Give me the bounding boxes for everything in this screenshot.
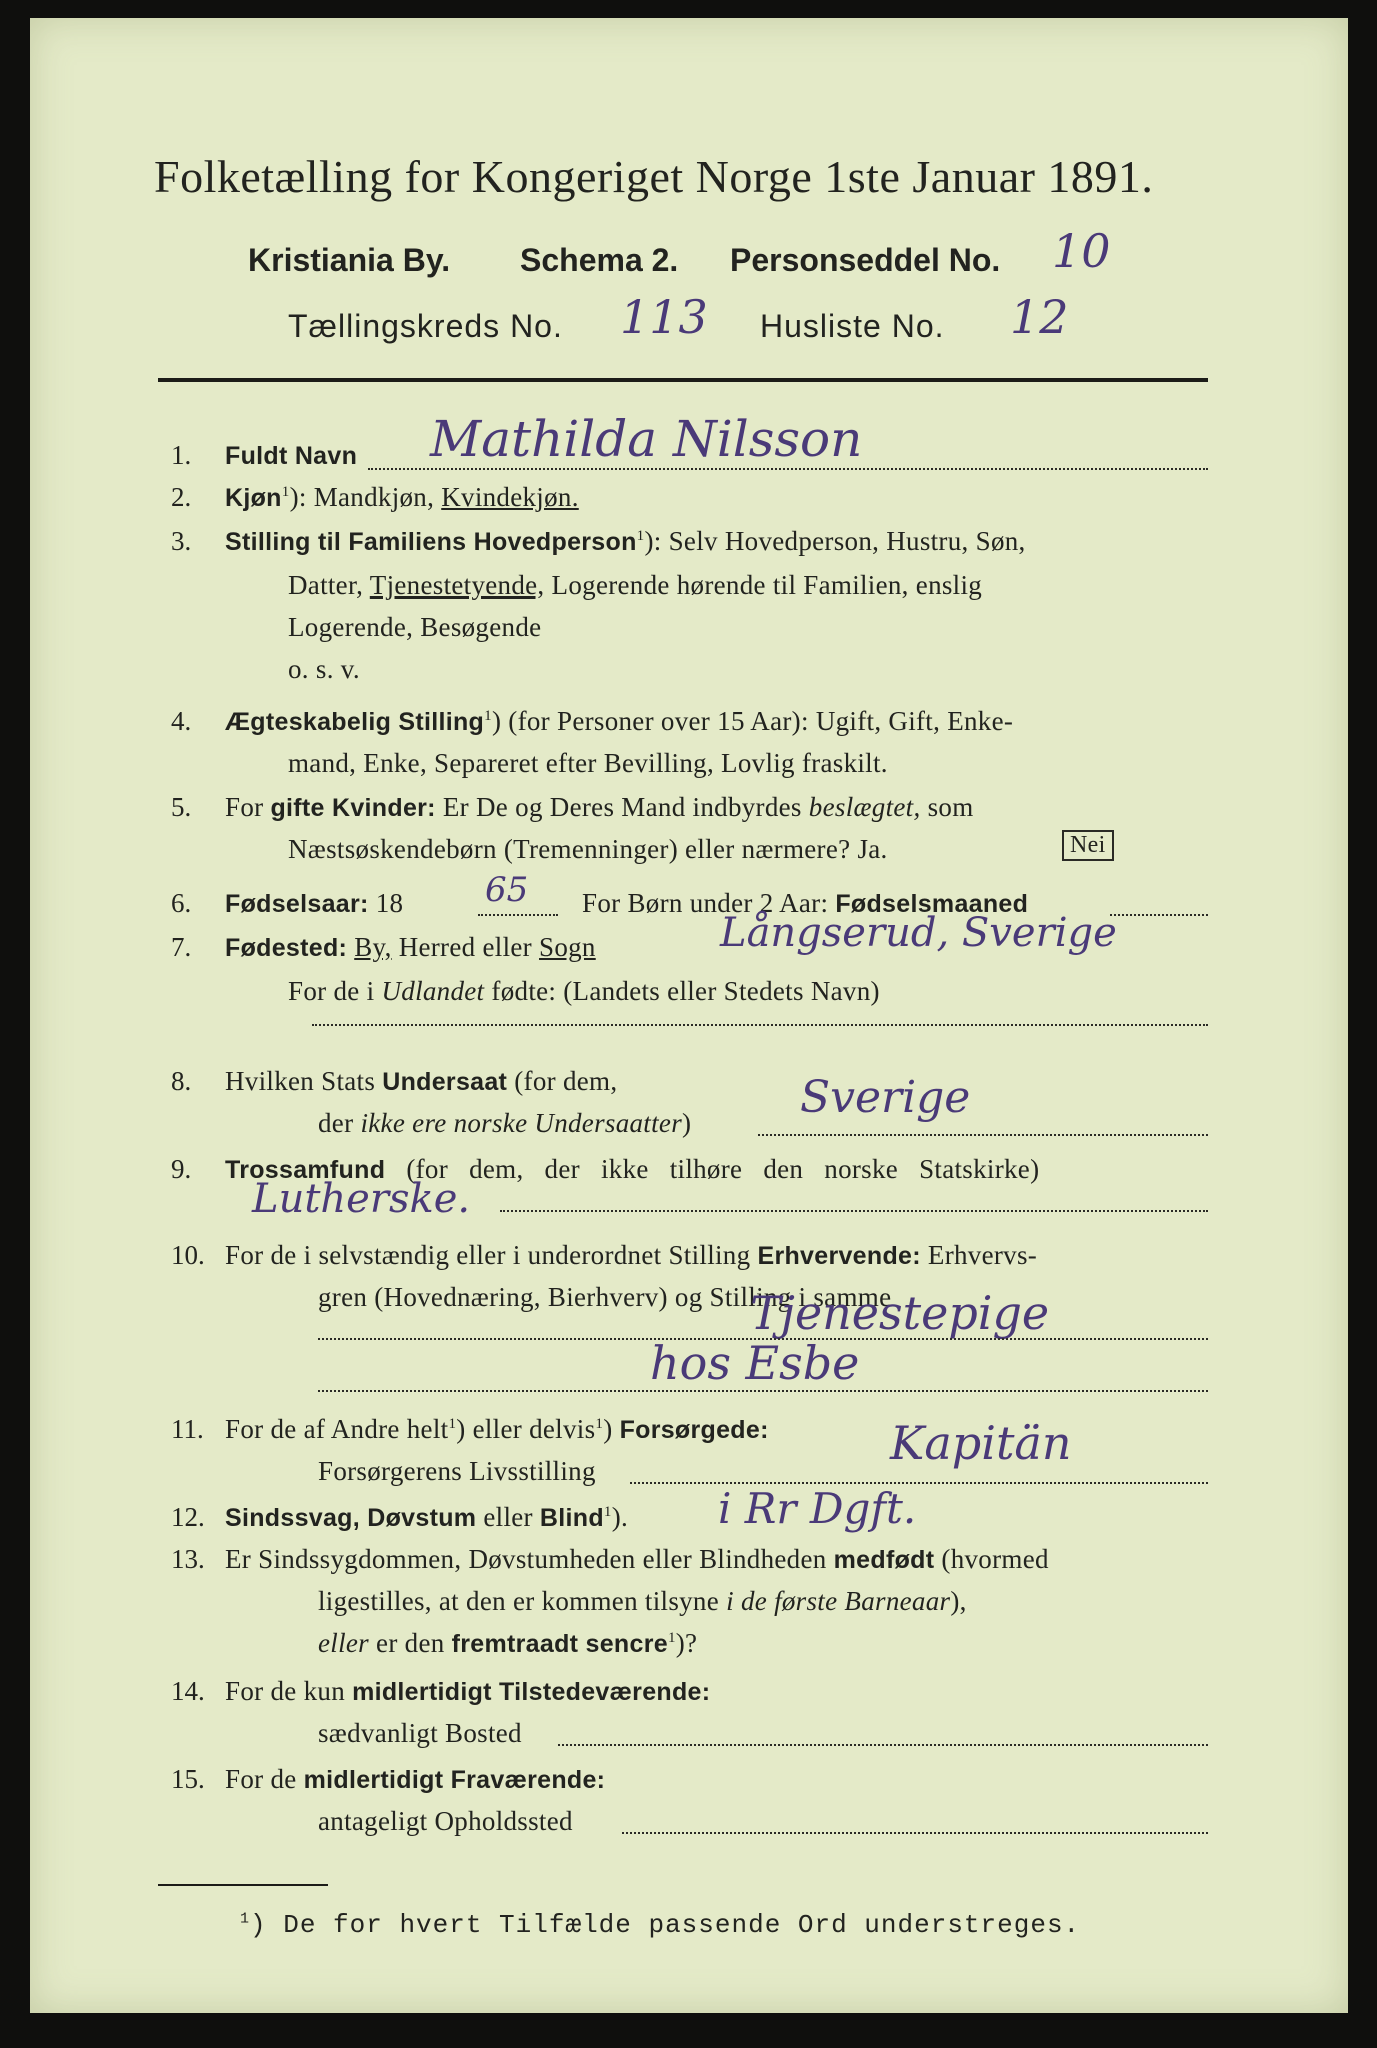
- q11-line1: For de af Andre helt$^1$) eller delvis$^1$) Forsørgede:: [225, 1414, 769, 1444]
- q7-answer-line: [312, 1024, 1208, 1026]
- q10-line1: For de i selvstændig eller i underordnet Stilling Erhvervende: Erhvervs-: [225, 1240, 1038, 1270]
- q7-line2: For de i Udlandet fødte: (Landets eller Stedets Navn): [288, 976, 880, 1006]
- q7-answer: Långserud, Sverige: [720, 910, 1117, 956]
- q8-line1: Hvilken Stats Undersaat (for dem,: [225, 1066, 618, 1096]
- q6-under-two: For Børn under 2 Aar: Fødselsmaaned: [582, 888, 1029, 918]
- q1-number: 1.: [171, 440, 192, 470]
- q8-number: 8.: [171, 1066, 192, 1096]
- q6-answer-line: [478, 914, 558, 916]
- form-title: Folketælling for Kongeriget Norge 1ste Januar 1891.: [154, 151, 1154, 202]
- q1-answer-line: [368, 468, 1208, 470]
- q4-line2: mand, Enke, Separeret efter Bevilling, Lovlig fraskilt.: [288, 748, 888, 778]
- q10-answer-line-2: [318, 1390, 1208, 1392]
- personseddel-number: 10: [1052, 224, 1111, 278]
- q13-line2: ligestilles, at den er kommen tilsyne i de første Barneaar),: [318, 1586, 967, 1616]
- q13-number: 13.: [171, 1544, 205, 1574]
- q4-number: 4.: [171, 706, 192, 736]
- q12-line: Sindssvag, Døvstum eller Blind$^1$).: [225, 1502, 629, 1532]
- q15-line1: For de midlertidigt Fraværende:: [225, 1764, 606, 1794]
- q4-line1: Ægteskabelig Stilling$^1$) (for Personer over 15 Aar): Ugift, Gift, Enke-: [225, 706, 1014, 736]
- kreds-number: 113: [620, 290, 708, 344]
- q8-answer-line: [758, 1134, 1208, 1136]
- q10-answer-1: Tjenestepige: [750, 1286, 1050, 1340]
- q10-number: 10.: [171, 1240, 205, 1270]
- schema-label: Schema 2.: [520, 242, 679, 278]
- q7-number: 7.: [171, 932, 192, 962]
- q3-line4: o. s. v.: [288, 654, 360, 684]
- q2-number: 2.: [171, 482, 192, 512]
- q5-line1: For gifte Kvinder: Er De og Deres Mand indbyrdes beslægtet, som: [225, 792, 974, 822]
- q14-line2: sædvanligt Bosted: [318, 1718, 522, 1748]
- q2-kvindekjon-underlined: Kvindekjøn.: [441, 482, 579, 512]
- q11-answer-line: [630, 1482, 1208, 1484]
- city-label: Kristiania By.: [248, 242, 451, 278]
- q10-line2: gren (Hovednæring, Bierhverv) og Stilling i samme: [318, 1282, 892, 1312]
- q1-label: Fuldt Navn: [225, 442, 358, 470]
- q11-answer: Kapitän: [890, 1416, 1072, 1470]
- q5-line2: Næstsøskendebørn (Tremenninger) eller nærmere? Ja.: [288, 834, 888, 864]
- q15-line2: antageligt Opholdssted: [318, 1806, 573, 1836]
- q14-number: 14.: [171, 1676, 205, 1706]
- q6-label: Fødselsaar: 18: [225, 888, 404, 918]
- q13-line1: Er Sindssygdommen, Døvstumheden eller Blindheden medfødt (hvormed: [225, 1544, 1049, 1574]
- husliste-number: 12: [1010, 290, 1069, 344]
- q13-line3: eller er den fremtraadt sencre$^1$)?: [318, 1628, 698, 1658]
- q15-number: 15.: [171, 1764, 205, 1794]
- header-rule: [158, 378, 1208, 382]
- q5-number: 5.: [171, 792, 192, 822]
- q9-number: 9.: [171, 1154, 192, 1184]
- q8-answer: Sverige: [800, 1072, 971, 1123]
- q14-answer-line: [558, 1744, 1208, 1746]
- q12-number: 12.: [171, 1502, 205, 1532]
- q6-month-line: [1110, 914, 1208, 916]
- q3-line1: Stilling til Familiens Hovedperson$^1$): Selv Hovedperson, Hustru, Søn,: [225, 526, 1026, 556]
- q6-number: 6.: [171, 888, 192, 918]
- q9-line1: Trossamfund (for dem, der ikke tilhøre den norske Statskirke): [225, 1154, 1040, 1184]
- q2-text: Kjøn$^1$): Mandkjøn, Kvindekjøn.: [225, 482, 579, 512]
- q9-answer: Lutherske.: [252, 1176, 471, 1222]
- q8-line2: der ikke ere norske Undersaatter): [318, 1108, 692, 1138]
- q11-line2: Forsørgerens Livsstilling: [318, 1456, 596, 1486]
- census-form: [30, 18, 1348, 2013]
- footnote-rule: [158, 1884, 328, 1886]
- q3-line3: Logerende, Besøgende: [288, 612, 542, 642]
- q6-answer: 65: [485, 870, 529, 910]
- husliste-label: Husliste No.: [760, 308, 945, 344]
- q10-answer-2: hos Esbe: [650, 1336, 860, 1390]
- q5-nei-option: Nei: [1062, 830, 1114, 861]
- q12-answer: i Rr Dgft.: [718, 1484, 917, 1533]
- kreds-label: Tællingskreds No.: [288, 308, 563, 344]
- q3-number: 3.: [171, 526, 192, 556]
- q11-number: 11.: [171, 1414, 204, 1444]
- q3-line2: Datter, Tjenestetyende, Logerende hørende til Familien, enslig: [288, 570, 983, 600]
- q3-tjenestetyende-underlined: Tjenestetyende,: [369, 570, 545, 600]
- footnote: $^1$) De for hvert Tilfælde passende Ord understreges.: [240, 1910, 1081, 1940]
- personseddel-label: Personseddel No.: [730, 242, 1001, 278]
- q9-answer-line: [500, 1210, 1208, 1212]
- q15-answer-line: [622, 1832, 1208, 1834]
- q7-line1: Fødested: By, Herred eller Sogn: [225, 932, 596, 962]
- q1-answer: Mathilda Nilsson: [430, 410, 863, 468]
- q14-line1: For de kun midlertidigt Tilstedeværende:: [225, 1676, 711, 1706]
